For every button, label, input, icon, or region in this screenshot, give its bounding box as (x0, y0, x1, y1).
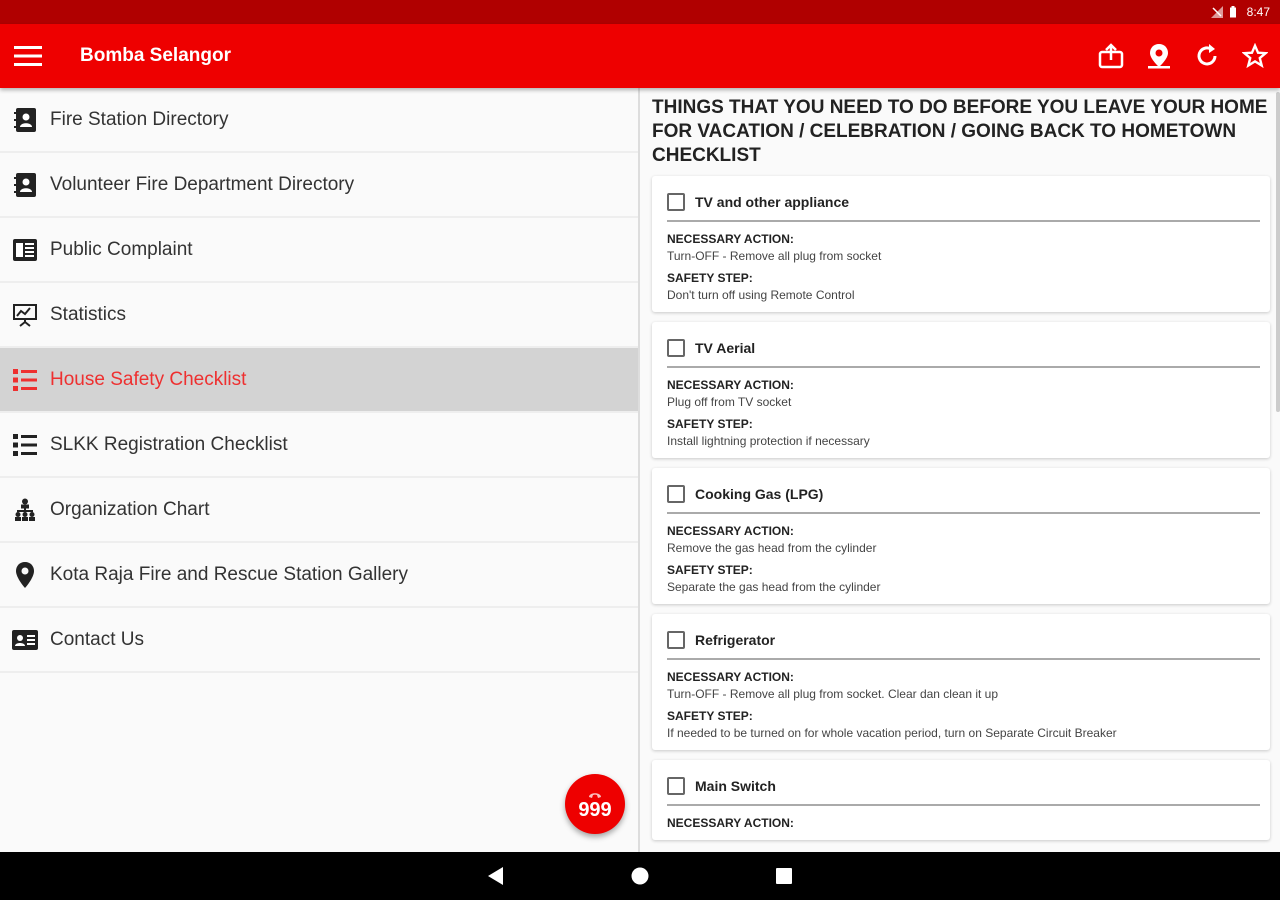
drawer-item-house-safety-checklist[interactable] (0, 348, 638, 413)
checklist-checkbox[interactable] (667, 777, 685, 795)
checklist-content[interactable] (642, 88, 1280, 852)
drawer-item-fire-station-directory[interactable] (0, 88, 638, 153)
presentation-chart-icon (12, 302, 38, 328)
app-title: Bomba Selangor (80, 45, 231, 66)
refresh-button[interactable] (1192, 41, 1222, 71)
checklist-card-main-switch (652, 760, 1270, 840)
drawer-item-volunteer-fire-department-directory[interactable] (0, 153, 638, 218)
status-bar (0, 0, 1280, 24)
action-label: NECESSARY ACTION: (667, 816, 794, 830)
share-icon (1097, 42, 1125, 70)
drawer-item-label: House Safety Checklist (50, 368, 247, 390)
favorite-button[interactable] (1240, 41, 1270, 71)
checklist-card-refrigerator (652, 614, 1270, 750)
contact-book-icon (12, 172, 38, 198)
action-label: NECESSARY ACTION: (667, 524, 794, 538)
back-triangle-icon (488, 867, 504, 885)
checklist-card-tv-appliance (652, 176, 1270, 312)
recents-square-icon (776, 868, 792, 884)
card-title: Cooking Gas (LPG) (695, 486, 824, 502)
action-value: Turn-OFF - Remove all plug from socket. Clear dan clean it up (667, 687, 999, 701)
checklist-checkbox[interactable] (667, 631, 685, 649)
checklist-heading: THINGS THAT YOU NEED TO DO BEFORE YOU LEAVE YOUR HOME FOR VACATION / CELEBRATION / GOING BACK TO HOMETOWN CHECKLIST (652, 97, 1268, 166)
checklist-checkbox[interactable] (667, 485, 685, 503)
action-label: NECESSARY ACTION: (667, 670, 794, 684)
back-button[interactable] (484, 864, 508, 888)
hamburger-icon (14, 45, 42, 67)
home-button[interactable] (628, 864, 652, 888)
share-button[interactable] (1096, 41, 1126, 71)
content-scrollbar[interactable] (1276, 92, 1280, 412)
drawer-item-label: SLKK Registration Checklist (50, 433, 288, 455)
action-value: Plug off from TV socket (667, 395, 792, 409)
drawer-item-label: Kota Raja Fire and Rescue Station Gallery (50, 563, 409, 585)
system-navigation-bar (0, 852, 1280, 900)
checklist-card-tv-aerial (652, 322, 1270, 458)
org-chart-icon (12, 497, 38, 523)
contact-card-icon (12, 627, 38, 653)
safety-value: Separate the gas head from the cylinder (667, 580, 881, 594)
card-title: TV and other appliance (695, 194, 850, 210)
card-title: TV Aerial (695, 340, 756, 356)
drawer-item-label: Organization Chart (50, 498, 210, 520)
drawer-item-organization-chart[interactable] (0, 478, 638, 543)
drawer-item-label: Volunteer Fire Department Directory (50, 173, 355, 195)
complaint-form-icon (12, 237, 38, 263)
checklist-checkbox[interactable] (667, 193, 685, 211)
map-pin-icon (12, 562, 38, 588)
checklist-checkbox[interactable] (667, 339, 685, 357)
drawer-item-slkk-registration-checklist[interactable] (0, 413, 638, 478)
drawer-item-contact-us[interactable] (0, 608, 638, 673)
drawer-item-kota-raja-gallery[interactable] (0, 543, 638, 608)
drawer-item-label: Fire Station Directory (50, 108, 229, 130)
fab-label: 999 (578, 799, 612, 821)
status-time: 8:47 (1246, 5, 1270, 19)
checklist-card-cooking-gas (652, 468, 1270, 604)
star-icon (1242, 43, 1268, 69)
safety-value: Don't turn off using Remote Control (667, 288, 855, 302)
location-pin-icon (1145, 42, 1173, 70)
safety-label: SAFETY STEP: (667, 417, 753, 431)
navigation-drawer (0, 88, 640, 852)
card-title: Main Switch (695, 778, 776, 794)
safety-value: Install lightning protection if necessary (667, 434, 870, 448)
drawer-item-label: Statistics (50, 303, 127, 325)
home-circle-icon (631, 867, 649, 885)
app-bar (0, 24, 1280, 88)
refresh-icon (1193, 42, 1221, 70)
action-value: Remove the gas head from the cylinder (667, 541, 877, 555)
safety-label: SAFETY STEP: (667, 709, 753, 723)
drawer-item-statistics[interactable] (0, 283, 638, 348)
drawer-item-label: Contact Us (50, 628, 144, 650)
safety-label: SAFETY STEP: (667, 271, 753, 285)
drawer-item-public-complaint[interactable] (0, 218, 638, 283)
action-label: NECESSARY ACTION: (667, 232, 794, 246)
battery-icon (1229, 6, 1241, 18)
card-title: Refrigerator (695, 632, 776, 648)
hamburger-menu-button[interactable] (0, 24, 56, 88)
contact-book-icon (12, 107, 38, 133)
no-signal-icon (1211, 6, 1223, 18)
action-label: NECESSARY ACTION: (667, 378, 794, 392)
recents-button[interactable] (772, 864, 796, 888)
location-button[interactable] (1144, 41, 1174, 71)
action-value: Turn-OFF - Remove all plug from socket (667, 249, 882, 263)
safety-label: SAFETY STEP: (667, 563, 753, 577)
checklist-icon (12, 432, 38, 458)
drawer-item-label: Public Complaint (50, 238, 193, 260)
emergency-call-999-button[interactable] (565, 774, 625, 834)
safety-value: If needed to be turned on for whole vacation period, turn on Separate Circuit Breaker (667, 726, 1117, 740)
checklist-icon (12, 367, 38, 393)
